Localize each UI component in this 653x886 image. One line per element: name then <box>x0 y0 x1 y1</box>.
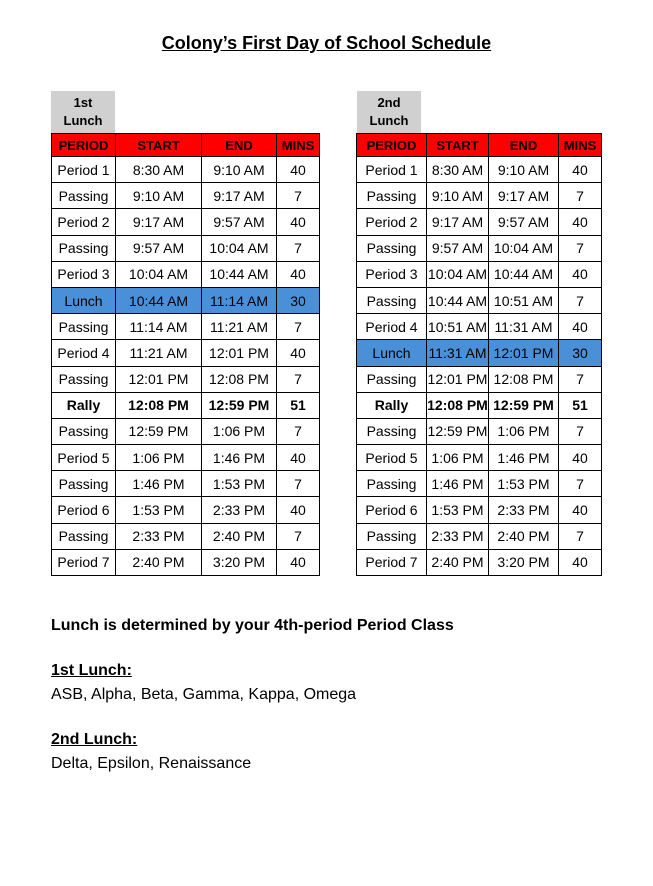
table-cell: 2:33 PM <box>116 523 202 549</box>
table-header-row <box>52 134 320 157</box>
column-header: PERIOD <box>52 134 116 157</box>
table-cell: 40 <box>277 497 320 523</box>
table-cell: 1:46 PM <box>489 445 559 471</box>
column-header: START <box>116 134 202 157</box>
table-cell: 12:59 PM <box>202 392 277 418</box>
column-header: END <box>489 134 559 157</box>
table-cell: 2:40 PM <box>116 549 202 575</box>
table-cell: 9:10 AM <box>427 183 489 209</box>
table-cell: 1:53 PM <box>427 497 489 523</box>
table-cell: Lunch <box>357 340 427 366</box>
table-cell: Period 2 <box>357 209 427 235</box>
table-cell: 12:59 PM <box>116 418 202 444</box>
table-cell: 7 <box>559 235 602 261</box>
lunch-assignment-note: Lunch is determined by your 4th-period Period Class <box>51 617 454 634</box>
table-cell: 12:08 PM <box>427 392 489 418</box>
table-row <box>357 287 602 313</box>
table-row <box>52 340 320 366</box>
table-cell: 7 <box>559 366 602 392</box>
table-cell: 1:46 PM <box>202 445 277 471</box>
table-row <box>52 366 320 392</box>
table-cell: 3:20 PM <box>489 549 559 575</box>
table-cell: 12:59 PM <box>489 392 559 418</box>
table-cell: Passing <box>357 366 427 392</box>
table-cell: Passing <box>52 183 116 209</box>
table-cell: 7 <box>277 418 320 444</box>
table-cell: 40 <box>559 549 602 575</box>
table-cell: 1:53 PM <box>116 497 202 523</box>
table-row <box>357 445 602 471</box>
second-lunch-label: 2nd Lunch <box>357 91 421 133</box>
table-cell: 10:04 AM <box>427 261 489 287</box>
table-row <box>52 183 320 209</box>
table-cell: 40 <box>277 445 320 471</box>
table-cell: 40 <box>277 209 320 235</box>
table-cell: Passing <box>52 523 116 549</box>
table-cell: 30 <box>559 340 602 366</box>
table-cell: 2:40 PM <box>427 549 489 575</box>
table-cell: 40 <box>277 157 320 183</box>
table-cell: 40 <box>559 314 602 340</box>
table-cell: 10:04 AM <box>489 235 559 261</box>
table-cell: 12:08 PM <box>489 366 559 392</box>
table-row <box>357 261 602 287</box>
table-cell: Period 1 <box>357 157 427 183</box>
table-row <box>357 471 602 497</box>
table-cell: 12:59 PM <box>427 418 489 444</box>
table-row <box>52 418 320 444</box>
table-cell: Period 6 <box>357 497 427 523</box>
table-cell: Passing <box>357 471 427 497</box>
second-lunch-groups: Delta, Epsilon, Renaissance <box>51 755 252 772</box>
table-cell: 11:21 AM <box>116 340 202 366</box>
table-cell: 11:14 AM <box>202 287 277 313</box>
second-lunch-schedule-table <box>356 133 602 576</box>
table-cell: Period 4 <box>52 340 116 366</box>
table-row <box>357 497 602 523</box>
table-cell: 9:17 AM <box>427 209 489 235</box>
table-cell: 3:20 PM <box>202 549 277 575</box>
table-cell: 40 <box>559 445 602 471</box>
table-row <box>52 549 320 575</box>
table-cell: 9:57 AM <box>202 209 277 235</box>
table-cell: 1:06 PM <box>202 418 277 444</box>
table-cell: 1:06 PM <box>116 445 202 471</box>
table-cell: 12:01 PM <box>427 366 489 392</box>
table-cell: Period 1 <box>52 157 116 183</box>
table-cell: 7 <box>277 366 320 392</box>
table-cell: 12:08 PM <box>202 366 277 392</box>
table-cell: 11:31 AM <box>489 314 559 340</box>
table-row <box>52 497 320 523</box>
table-cell: 9:17 AM <box>489 183 559 209</box>
table-cell: Period 4 <box>357 314 427 340</box>
table-cell: 12:08 PM <box>116 392 202 418</box>
table-row <box>52 471 320 497</box>
table-cell: 7 <box>277 183 320 209</box>
table-cell: 9:10 AM <box>489 157 559 183</box>
first-lunch-heading: 1st Lunch: <box>51 662 132 679</box>
table-cell: 7 <box>559 418 602 444</box>
column-header: PERIOD <box>357 134 427 157</box>
table-row <box>52 287 320 313</box>
table-row <box>357 523 602 549</box>
table-cell: 40 <box>559 157 602 183</box>
table-cell: Passing <box>357 418 427 444</box>
table-cell: Passing <box>52 471 116 497</box>
table-cell: Period 7 <box>357 549 427 575</box>
table-cell: 2:33 PM <box>427 523 489 549</box>
table-row <box>357 392 602 418</box>
table-cell: 40 <box>277 261 320 287</box>
table-cell: Period 6 <box>52 497 116 523</box>
table-cell: 40 <box>559 261 602 287</box>
table-cell: Rally <box>52 392 116 418</box>
table-cell: 9:17 AM <box>202 183 277 209</box>
table-row <box>52 209 320 235</box>
table-row <box>357 340 602 366</box>
table-cell: 7 <box>277 523 320 549</box>
table-cell: Rally <box>357 392 427 418</box>
table-cell: 7 <box>277 235 320 261</box>
table-row <box>52 314 320 340</box>
table-cell: 40 <box>559 497 602 523</box>
table-cell: 10:04 AM <box>116 261 202 287</box>
table-header-row <box>357 134 602 157</box>
first-lunch-groups: ASB, Alpha, Beta, Gamma, Kappa, Omega <box>51 686 357 703</box>
table-cell: Passing <box>357 287 427 313</box>
table-cell: 8:30 AM <box>116 157 202 183</box>
first-lunch-label: 1st Lunch <box>51 91 115 133</box>
column-header: MINS <box>277 134 320 157</box>
table-cell: Passing <box>52 235 116 261</box>
table-cell: 2:33 PM <box>489 497 559 523</box>
table-cell: 40 <box>559 209 602 235</box>
table-row <box>357 418 602 444</box>
table-cell: Passing <box>52 314 116 340</box>
table-cell: 1:06 PM <box>489 418 559 444</box>
table-row <box>357 235 602 261</box>
table-cell: 10:44 AM <box>427 287 489 313</box>
table-cell: 2:33 PM <box>202 497 277 523</box>
table-row <box>357 157 602 183</box>
table-row <box>357 366 602 392</box>
table-cell: 2:40 PM <box>202 523 277 549</box>
table-cell: 1:53 PM <box>202 471 277 497</box>
table-cell: 10:44 AM <box>116 287 202 313</box>
table-cell: Lunch <box>52 287 116 313</box>
page-title: Colony’s First Day of School Schedule <box>161 33 492 53</box>
table-cell: 10:51 AM <box>427 314 489 340</box>
table-cell: 30 <box>277 287 320 313</box>
table-cell: 8:30 AM <box>427 157 489 183</box>
table-cell: 9:17 AM <box>116 209 202 235</box>
table-cell: 9:10 AM <box>116 183 202 209</box>
table-cell: 9:10 AM <box>202 157 277 183</box>
table-cell: 11:14 AM <box>116 314 202 340</box>
table-row <box>357 209 602 235</box>
table-cell: 11:31 AM <box>427 340 489 366</box>
table-cell: 11:21 AM <box>202 314 277 340</box>
table-cell: Period 5 <box>52 445 116 471</box>
table-cell: 12:01 PM <box>489 340 559 366</box>
first-lunch-schedule-table <box>51 133 320 576</box>
column-header: END <box>202 134 277 157</box>
table-cell: 10:44 AM <box>202 261 277 287</box>
table-cell: 7 <box>559 471 602 497</box>
table-cell: 7 <box>559 183 602 209</box>
table-cell: 7 <box>277 314 320 340</box>
table-row <box>52 392 320 418</box>
table-cell: 40 <box>277 549 320 575</box>
table-row <box>357 549 602 575</box>
table-row <box>357 183 602 209</box>
table-cell: 1:53 PM <box>489 471 559 497</box>
table-cell: 51 <box>559 392 602 418</box>
table-cell: 12:01 PM <box>202 340 277 366</box>
column-header: START <box>427 134 489 157</box>
table-cell: 7 <box>559 287 602 313</box>
table-row <box>52 261 320 287</box>
table-cell: 9:57 AM <box>489 209 559 235</box>
table-row <box>357 314 602 340</box>
table-cell: 10:44 AM <box>489 261 559 287</box>
table-row <box>52 445 320 471</box>
table-cell: 2:40 PM <box>489 523 559 549</box>
table-cell: 10:04 AM <box>202 235 277 261</box>
table-cell: 1:06 PM <box>427 445 489 471</box>
table-cell: 7 <box>277 471 320 497</box>
table-cell: Period 2 <box>52 209 116 235</box>
table-cell: Passing <box>357 183 427 209</box>
table-cell: 1:46 PM <box>427 471 489 497</box>
table-cell: Passing <box>52 366 116 392</box>
table-cell: Passing <box>52 418 116 444</box>
table-cell: 51 <box>277 392 320 418</box>
table-cell: Period 3 <box>357 261 427 287</box>
table-cell: 7 <box>559 523 602 549</box>
table-cell: Period 3 <box>52 261 116 287</box>
table-cell: Passing <box>357 235 427 261</box>
table-row <box>52 523 320 549</box>
table-cell: Passing <box>357 523 427 549</box>
table-cell: 12:01 PM <box>116 366 202 392</box>
table-cell: 9:57 AM <box>427 235 489 261</box>
table-cell: Period 5 <box>357 445 427 471</box>
table-row <box>52 157 320 183</box>
column-header: MINS <box>559 134 602 157</box>
table-row <box>52 235 320 261</box>
table-cell: 9:57 AM <box>116 235 202 261</box>
table-cell: 1:46 PM <box>116 471 202 497</box>
second-lunch-heading: 2nd Lunch: <box>51 731 138 748</box>
table-cell: 40 <box>277 340 320 366</box>
table-cell: 10:51 AM <box>489 287 559 313</box>
table-cell: Period 7 <box>52 549 116 575</box>
